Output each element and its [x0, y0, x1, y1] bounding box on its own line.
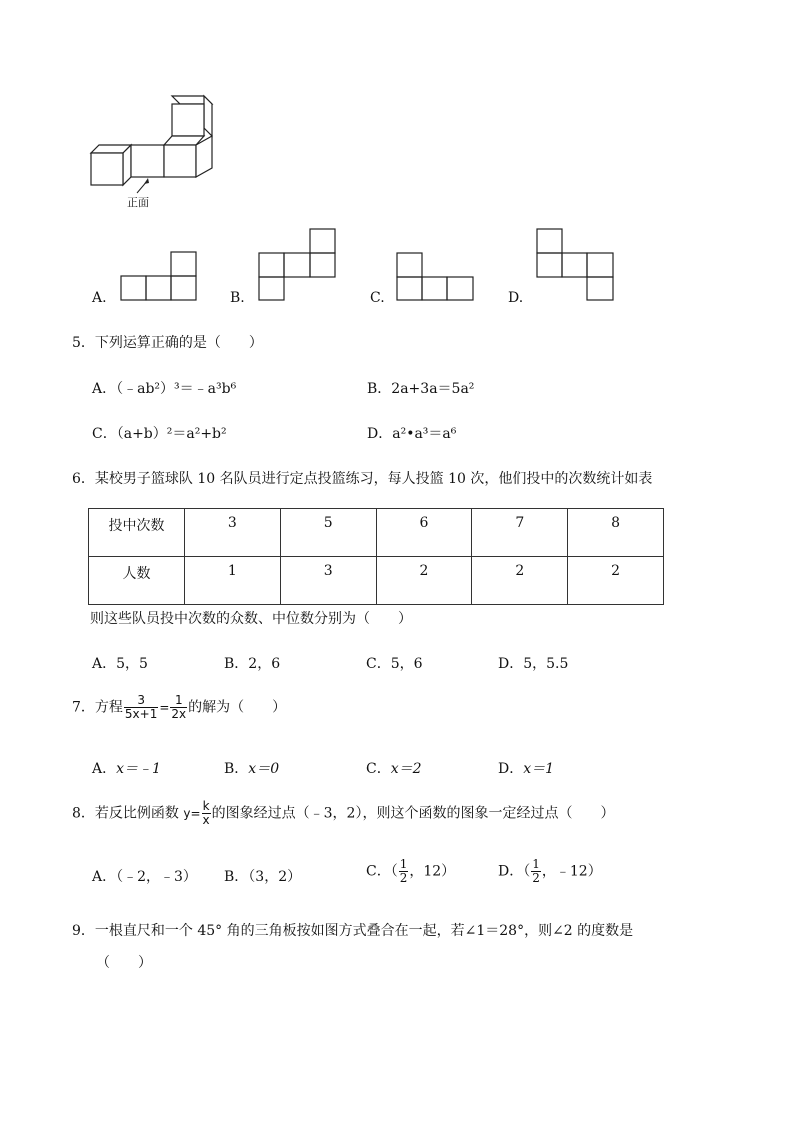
q7-frac1-denominator: 5x+1: [124, 707, 158, 721]
q5-option-b-label: B．: [367, 381, 392, 397]
q7-stem-pre: 7．方程: [72, 699, 123, 716]
q8-stem: [72, 800, 614, 827]
q7-option-b[interactable]: [224, 758, 279, 778]
table-cell: 6: [376, 509, 472, 557]
q5-option-a[interactable]: [92, 378, 236, 398]
q7-fraction-2: [170, 694, 187, 721]
q4-option-d-figure: [0, 0, 794, 320]
q7-option-d[interactable]: [498, 758, 554, 778]
q8-option-a[interactable]: A．（﹣2，﹣3）: [92, 869, 197, 885]
q7-frac2-numerator: 1: [170, 694, 187, 708]
q4-option-b-letter[interactable]: B.: [230, 290, 245, 306]
q8-func-y: y=: [183, 806, 201, 821]
q7-stem: [72, 694, 286, 721]
q7-equals: =: [159, 700, 170, 715]
table-cell: 7: [472, 509, 568, 557]
q7-option-b-text: x＝0: [248, 761, 280, 777]
q8-option-d-pre: D．（: [498, 863, 531, 880]
q7-fraction-1: [124, 694, 158, 721]
q8-stem-post: 的图象经过点（﹣3，2），则这个函数的图象一定经过点（ ）: [211, 805, 615, 822]
q8-option-d-fraction: [531, 858, 541, 885]
q5-option-d-text: a²•a³＝a⁶: [392, 426, 457, 442]
q8-option-d-denominator: 2: [532, 871, 540, 885]
q8-option-b[interactable]: B．（3，2）: [224, 869, 302, 885]
q8-option-c-numerator: 1: [399, 857, 408, 871]
q7-option-d-label: D．: [498, 761, 524, 777]
q8-frac-numerator: k: [202, 799, 210, 813]
q4-option-c-letter[interactable]: C.: [370, 290, 385, 306]
q8-option-c-denominator: 2: [399, 871, 408, 885]
q6-stem: 6．某校男子篮球队 10 名队员进行定点投篮练习，每人投篮 10 次，他们投中的次数统计如表: [72, 471, 653, 487]
q8-option-d-numerator: 1: [532, 857, 540, 871]
q5-option-c-label: C．: [92, 426, 117, 442]
table-cell: 8: [568, 509, 664, 557]
q5-option-a-label: A．: [92, 381, 117, 397]
q7-option-c-label: C．: [366, 761, 391, 777]
q8-option-c-post: ，12）: [409, 863, 456, 880]
q5-option-c[interactable]: [92, 423, 227, 443]
table-cell: 人数: [89, 557, 185, 605]
table-cell: 3: [280, 557, 376, 605]
q7-option-c-text: x＝2: [390, 761, 422, 777]
table-cell: 2: [568, 557, 664, 605]
table-cell: 5: [280, 509, 376, 557]
q5-option-b-text: 2a+3a＝5a²: [391, 381, 475, 397]
front-label: 正面: [127, 196, 149, 209]
q9-paren: （ ）: [96, 955, 152, 971]
q4-option-d-letter[interactable]: D.: [508, 290, 524, 306]
table-cell: 1: [184, 557, 280, 605]
q4-option-a-letter[interactable]: A.: [92, 290, 107, 306]
q8-option-d-post: ，﹣12）: [541, 863, 602, 880]
q5-option-a-text: （﹣ab²）³＝﹣a³b⁶: [116, 381, 237, 397]
q8-option-c-pre: C．（: [366, 863, 398, 880]
q7-option-c[interactable]: [366, 758, 422, 778]
q6-option-c[interactable]: C．5，6: [366, 656, 423, 672]
table-cell: 2: [376, 557, 472, 605]
q7-frac2-denominator: 2x: [171, 707, 187, 721]
q6-stats-table: [88, 508, 664, 605]
q8-frac-denominator: x: [202, 813, 210, 827]
q7-stem-post: 的解为（ ）: [188, 699, 287, 716]
table-cell: 2: [472, 557, 568, 605]
q8-option-c[interactable]: [366, 858, 455, 885]
table-cell: 3: [184, 509, 280, 557]
q6-follow-question: 则这些队员投中次数的众数、中位数分别为（ ）: [90, 611, 412, 627]
q5-option-b[interactable]: [367, 378, 474, 398]
q8-stem-pre: 8．若反比例函数: [72, 805, 184, 822]
q7-option-a[interactable]: [92, 758, 161, 778]
table-row: [89, 557, 664, 605]
q8-option-c-fraction: [399, 858, 409, 885]
q6-option-a[interactable]: A．5，5: [92, 656, 148, 672]
table-row: [89, 509, 664, 557]
q6-option-d[interactable]: D．5，5.5: [498, 656, 569, 672]
q5-option-c-text: （a+b）²＝a²+b²: [116, 426, 227, 442]
q8-fraction: [202, 800, 211, 827]
q7-option-a-label: A．: [92, 761, 117, 777]
q7-frac1-numerator: 3: [124, 694, 158, 708]
q6-option-b[interactable]: B．2，6: [224, 656, 281, 672]
q5-option-d[interactable]: [367, 423, 456, 443]
q5-stem: 5．下列运算正确的是（ ）: [72, 335, 263, 351]
table-cell: 投中次数: [89, 509, 185, 557]
q7-option-b-label: B．: [224, 761, 249, 777]
q7-option-a-text: x＝﹣1: [116, 761, 161, 777]
q8-option-d[interactable]: [498, 858, 602, 885]
q5-option-d-label: D．: [367, 426, 393, 442]
q7-option-d-text: x＝1: [523, 761, 555, 777]
q9-stem: 9．一根直尺和一个 45° 角的三角板按如图方式叠合在一起，若∠1＝28°，则∠2 的度数是: [72, 923, 634, 939]
